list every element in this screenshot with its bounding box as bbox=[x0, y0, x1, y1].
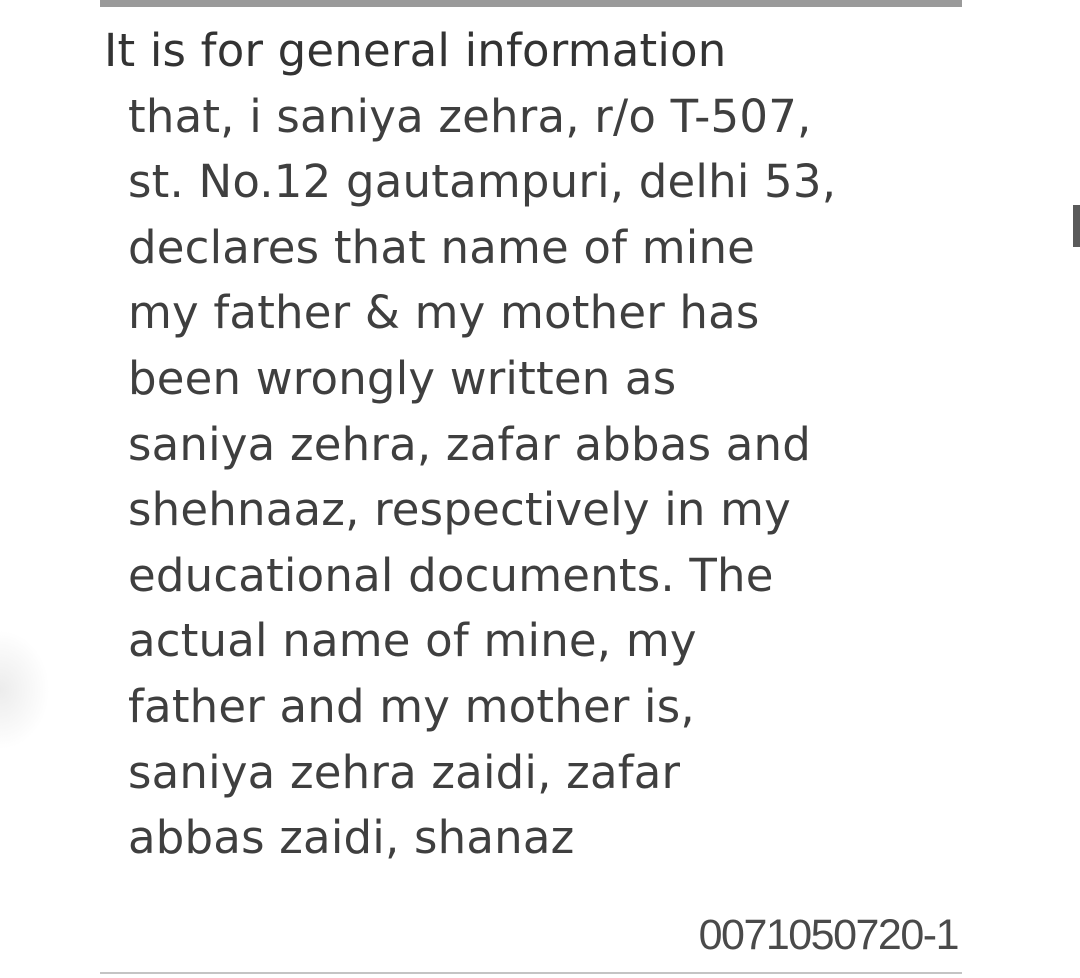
bottom-divider-rule bbox=[100, 972, 962, 974]
notice-line-10: actual name of mine, my bbox=[128, 614, 697, 668]
top-divider-rule bbox=[100, 0, 962, 7]
notice-line-12: saniya zehra zaidi, zafar bbox=[128, 745, 681, 799]
notice-line-2: that, i saniya zehra, r/o T-507, bbox=[128, 89, 812, 143]
notice-line-5: my father & my mother has bbox=[128, 286, 760, 340]
notice-line-6: been wrongly written as bbox=[128, 351, 677, 405]
notice-line-11: father and my mother is, bbox=[128, 679, 695, 733]
notice-line-7: saniya zehra, zafar abbas and bbox=[128, 417, 811, 471]
scan-smudge bbox=[0, 630, 50, 750]
notice-line-13: abbas zaidi, shanaz bbox=[128, 811, 575, 865]
notice-reference-number: 0071050720-1 bbox=[698, 911, 958, 959]
notice-line-1: It is for general information bbox=[104, 24, 727, 77]
public-notice-body bbox=[104, 18, 964, 871]
adjacent-column-edge-mark bbox=[1073, 205, 1080, 247]
notice-line-4: declares that name of mine bbox=[128, 220, 756, 274]
notice-line-9: educational documents. The bbox=[128, 548, 774, 602]
notice-line-8: shehnaaz, respectively in my bbox=[128, 483, 791, 537]
notice-line-3: st. No.12 gautampuri, delhi 53, bbox=[128, 155, 837, 209]
